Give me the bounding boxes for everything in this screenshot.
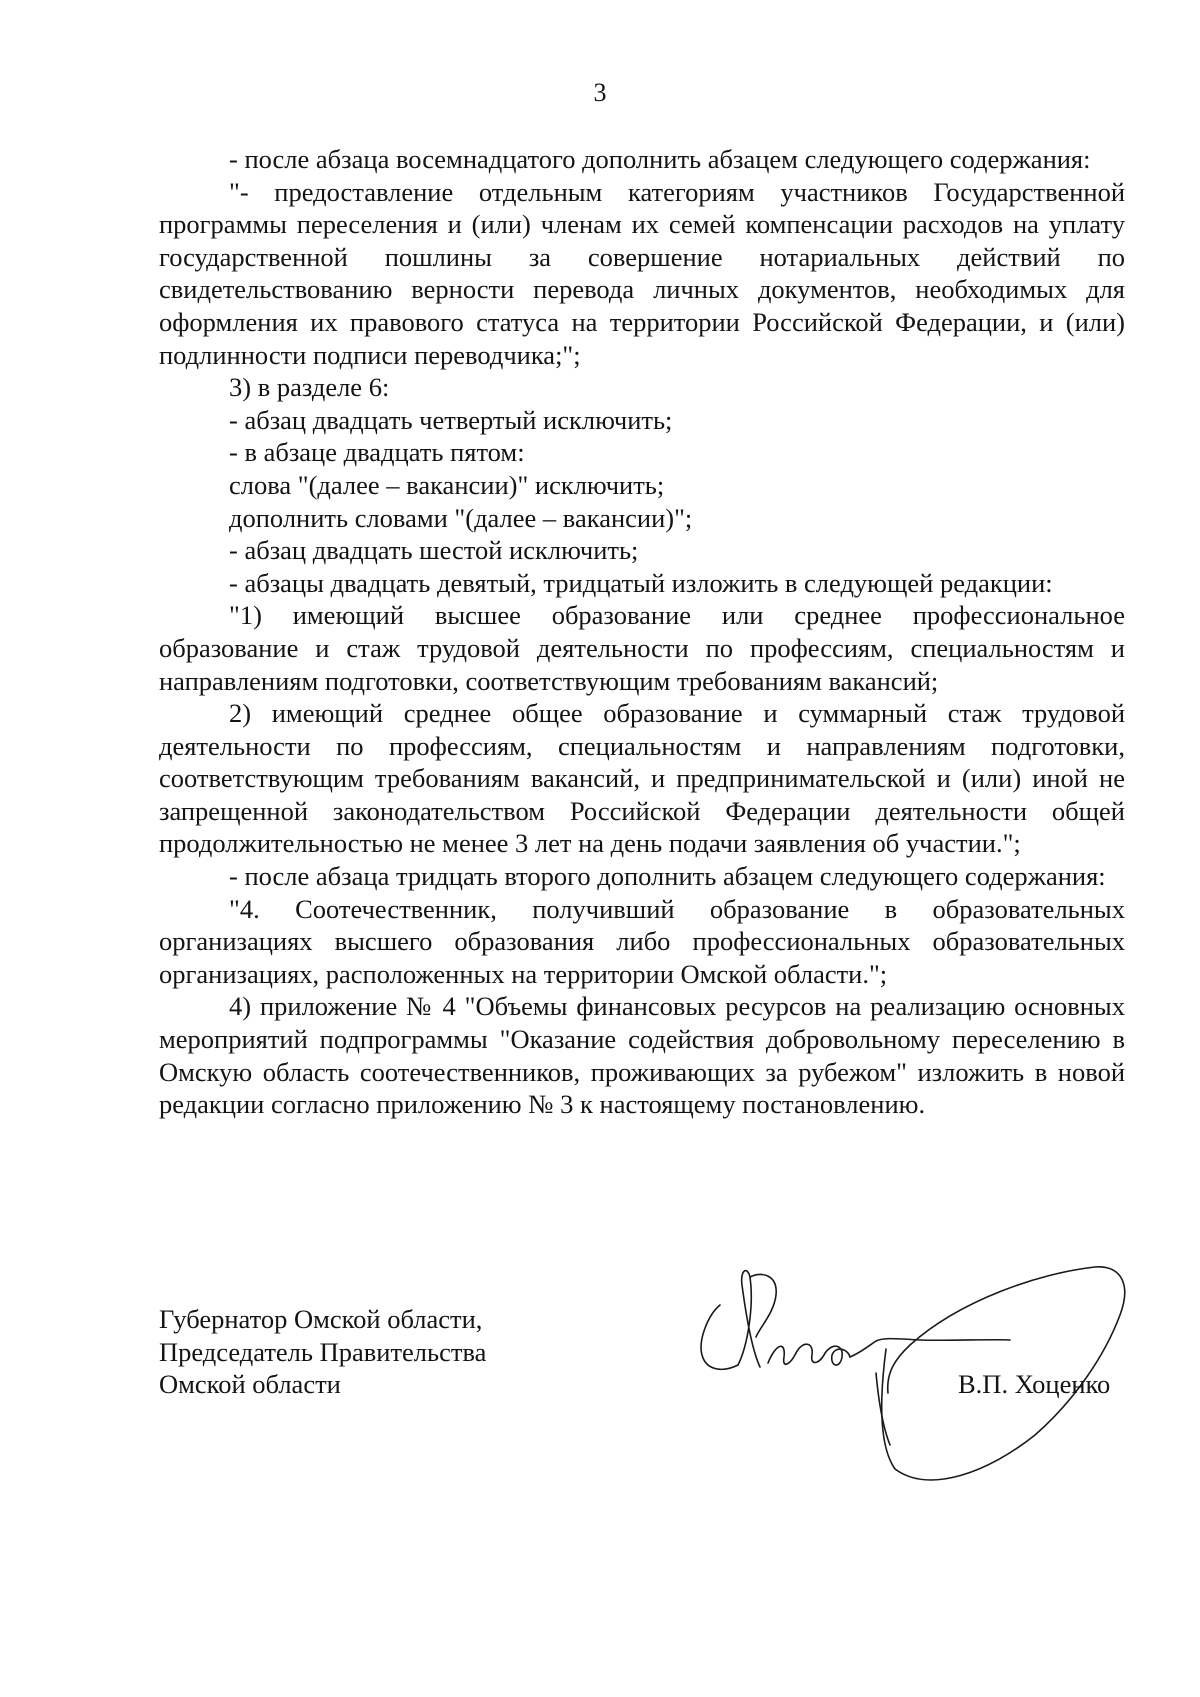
paragraph-appendix-4: 4) приложение № 4 "Объемы финансовых ресурсов на реализацию основных мероприятий подпрограммы "Оказание содействия добровольному переселению в Омскую область соотечественников, проживающих за рубежом" изложить в новой редакции согласно приложению № 3 к настоящему постановлению. bbox=[159, 991, 1125, 1120]
signatory-name: В.П. Хоценко bbox=[958, 1369, 1111, 1399]
signatory-title bbox=[159, 1303, 486, 1401]
paragraph-item-4-compatriot: "4. Соотечественник, получивший образование в образовательных организациях высшего образования либо профессиональных образовательных организациях, расположенных на территории Омской области."; bbox=[159, 893, 1125, 989]
handwritten-signature bbox=[690, 1245, 1140, 1485]
paragraph-abzac-24: - абзац двадцать четвертый исключить; bbox=[229, 404, 673, 435]
paragraph-after-32: - после абзаца тридцать второго дополнить абзацем следующего содержания: bbox=[229, 861, 1106, 892]
paragraph-item-1: "1) имеющий высшее образование или среднее профессиональное образование и стаж трудовой деятельности по профессиям, специальностям и направлениям подготовки, соответствующим требованиям вакансий; bbox=[159, 600, 1125, 696]
paragraph-abzac-29-30: - абзацы двадцать девятый, тридцатый изложить в следующей редакции: bbox=[229, 567, 1053, 598]
signatory-title-line-2: Председатель Правительства bbox=[159, 1336, 487, 1367]
paragraph-words-add: дополнить словами "(далее – вакансии)"; bbox=[229, 502, 693, 533]
paragraph-abzac-25: - в абзаце двадцать пятом: bbox=[229, 437, 525, 468]
signatory-title-line-3: Омской области bbox=[159, 1369, 341, 1400]
document-body bbox=[159, 143, 1125, 1121]
paragraph-words-exclude: слова "(далее – вакансии)" исключить; bbox=[229, 469, 665, 500]
paragraph-item-2: 2) имеющий среднее общее образование и суммарный стаж трудовой деятельности по профессиям, специальностям и направлениям подготовки, соответствующим требованиям вакансий, и предпринимательской и (или) иной не запрещенной законодательством Российской Федерации деятельности общей продолжительностью не менее 3 лет на день подачи заявления об участии."; bbox=[159, 698, 1125, 859]
signatory-title-line-1: Губернатор Омской области, bbox=[159, 1304, 483, 1334]
paragraph-after-18: - после абзаца восемнадцатого дополнить абзацем следующего содержания: bbox=[229, 144, 1091, 174]
paragraph-section-6: 3) в разделе 6: bbox=[229, 372, 390, 403]
paragraph-compensation-clause: "- предоставление отдельным категориям участников Государственной программы переселения и (или) членам их семей компенсации расходов на уплату государственной пошлины за совершение нотариальных действий по свидетельствованию верности перевода личных документов, необходимых для оформления их правового статуса на территории Российской Федерации, и (или) подлинности подписи переводчика;"; bbox=[159, 176, 1125, 370]
paragraph-abzac-26: - абзац двадцать шестой исключить; bbox=[229, 535, 639, 566]
page-number: 3 bbox=[593, 78, 607, 107]
